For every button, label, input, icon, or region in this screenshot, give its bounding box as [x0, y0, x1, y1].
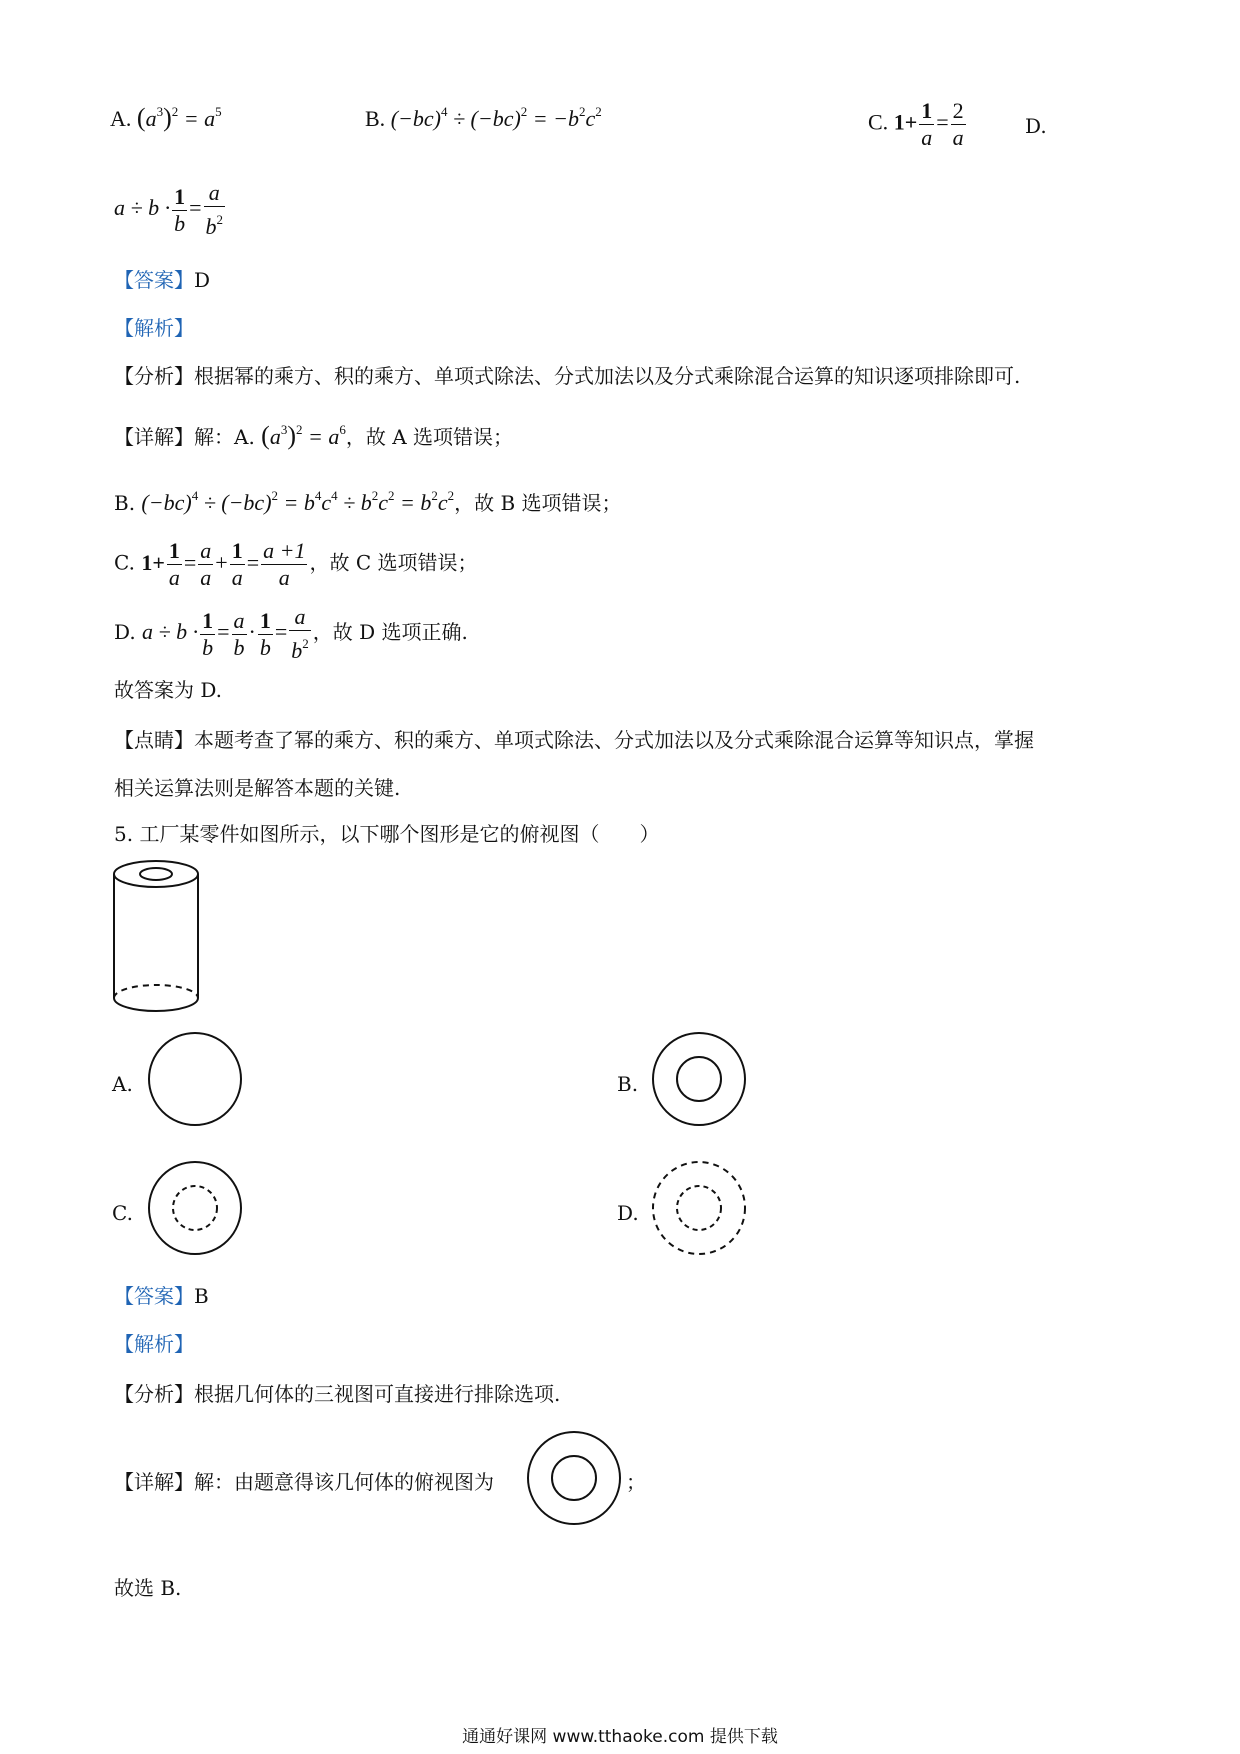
- q4-line-b-label: B.: [114, 491, 142, 515]
- option-b: [365, 100, 602, 131]
- q4-line-a-sup1: 3: [280, 422, 288, 437]
- q4-line-c-plus: +: [215, 549, 228, 575]
- option-b-sup4: 2: [595, 104, 602, 119]
- q4-answer-value: D: [194, 268, 211, 292]
- q4-line-b-s4: 4: [331, 488, 338, 503]
- option-d-frac2: [204, 180, 226, 240]
- option-a-exp1: 3: [156, 104, 164, 119]
- q4-line-c-f1d: a: [168, 565, 180, 590]
- option-d-dashed-rings-icon: [650, 1159, 748, 1257]
- option-c-frac1-num: 1: [921, 98, 933, 123]
- footer-text: 通通好课网 www.tthaoke.com 提供下载: [462, 1727, 778, 1747]
- option-b-ring-icon: [650, 1030, 748, 1128]
- q4-line-d-f4d: [289, 631, 311, 664]
- q4-line-b-s1: 4: [191, 488, 199, 503]
- q4-conclusion: 故答案为 D.: [114, 678, 223, 702]
- q4-line-d-f1: [200, 608, 215, 661]
- q4-line-c-f3n: 1: [231, 538, 243, 563]
- q4-answer-tag: 【答案】: [114, 268, 194, 292]
- q4-dianjing-line1: [114, 728, 1034, 752]
- q4-line-d-label: D.: [114, 620, 143, 645]
- q4-dianjing-line2: 相关运算法则是解答本题的关键.: [114, 776, 401, 800]
- q4-line-d-f1d: b: [202, 634, 214, 660]
- q4-line-d-eq1: =: [217, 619, 230, 645]
- q4-line-d-f4d-base: b: [291, 638, 303, 663]
- q4-xiangjie-line-c: [114, 538, 478, 591]
- q4-line-c-label: C.: [114, 550, 142, 575]
- q5-answer-line: [114, 1284, 209, 1308]
- q4-line-c-eq1: =: [183, 549, 197, 575]
- q4-line-c-f2: [198, 538, 213, 591]
- q4-fenxi-text: 根据幂的乘方、积的乘方、单项式除法、分式加法以及分式乘除混合运算的知识逐项排除即可.: [194, 364, 1021, 388]
- q4-xiangjie-line-a: 【详解】解：A. $(a^3)^2 = a^6$，故 A 选项错误；: [114, 421, 514, 450]
- option-b-label: B.: [365, 106, 386, 131]
- q4-line-c-eq2: =: [246, 549, 260, 575]
- q4-line-b-s7: 2: [431, 488, 438, 503]
- q4-line-a-rhs: = a: [308, 424, 340, 449]
- q4-line-b-s3: 4: [314, 488, 322, 503]
- q4-xiangjie-line-d: [114, 604, 468, 664]
- q4-line-d-dot: ·: [248, 619, 256, 645]
- q4-line-c-f2n: a: [200, 538, 212, 563]
- q5-option-b-label: B.: [617, 1072, 639, 1096]
- hollow-cylinder-figure: [108, 858, 204, 1018]
- q4-line-b-2: ÷ (−bc): [198, 490, 272, 515]
- q5-xiangjie-text: 解：由题意得该几何体的俯视图为: [194, 1470, 494, 1494]
- q5-xiangjie-line: [114, 1470, 494, 1494]
- option-a-rhs: = a: [183, 106, 216, 131]
- option-b-sup2: 2: [520, 104, 528, 119]
- q4-line-c-f2d: a: [200, 565, 212, 590]
- option-d-frac1-den: b: [174, 210, 186, 236]
- q4-line-d-f2d: b: [233, 634, 245, 660]
- q4-xiangjie-tag: 【详解】: [114, 425, 194, 449]
- q4-line-c-f4d: a: [278, 565, 290, 590]
- option-d-eq: =: [189, 195, 202, 221]
- q4-fenxi-tag: 【分析】: [114, 364, 194, 388]
- option-a-label: A.: [110, 106, 132, 131]
- option-b-part2: ÷ (−bc): [447, 106, 521, 131]
- option-d-frac2-den-sup: 2: [216, 212, 223, 227]
- q4-line-a-base: a: [269, 424, 281, 449]
- option-c-frac2-den: a: [952, 125, 964, 150]
- q4-line-d-f3n: 1: [259, 607, 271, 633]
- q4-line-b-8: c: [437, 490, 448, 515]
- q5-fenxi-text: 根据几何体的三视图可直接进行排除选项.: [194, 1382, 561, 1406]
- q4-xiangjie-intro: 解：A.: [194, 425, 262, 449]
- q4-line-c-f4n: a +1: [263, 538, 306, 563]
- option-a-exp2: 2: [171, 104, 179, 119]
- option-a-circle-icon: [146, 1030, 244, 1128]
- q5-question: 5. 工厂某零件如图所示，以下哪个图形是它的俯视图（ ）: [114, 822, 660, 846]
- q5-option-d-label: D.: [617, 1201, 639, 1225]
- q4-line-d-f2n: a: [233, 607, 245, 633]
- q4-line-d-tail: ，故 D 选项正确.: [312, 620, 468, 645]
- q4-line-b-1: (−bc): [141, 490, 192, 515]
- q4-line-d-f4n: a: [289, 604, 311, 631]
- option-c-frac2-num: 2: [952, 98, 964, 123]
- q5-fenxi-line: [114, 1382, 560, 1406]
- q5-conclusion: 故选 B.: [114, 1576, 182, 1600]
- q5-option-c-label: C.: [112, 1201, 133, 1225]
- q4-dianjing-text-1: 本题考查了幂的乘方、积的乘方、单项式除法、分式加法以及分式乘除混合运算等知识点，掌握: [194, 728, 1034, 752]
- q4-line-b-4: c: [321, 490, 332, 515]
- option-d-frac2-num: a: [204, 180, 226, 207]
- option-c-eq: =: [936, 109, 949, 135]
- option-a-base: a: [145, 106, 157, 131]
- q4-line-d-f3d: b: [259, 634, 271, 660]
- option-d-label: D.: [1025, 114, 1047, 138]
- option-d-frac2-den: [204, 207, 226, 240]
- q5-analysis-tag: 【解析】: [114, 1332, 194, 1356]
- option-b-part4: c: [585, 106, 596, 131]
- q5-xiangjie-tail: ；: [626, 1470, 646, 1494]
- q4-line-c-tail: ，故 C 选项错误；: [309, 550, 478, 575]
- q4-dianjing-tag: 【点睛】: [114, 728, 194, 752]
- option-d-pre: a ÷ b ·: [114, 195, 171, 221]
- q5-option-a-label: A.: [112, 1072, 133, 1096]
- option-b-part3: = −b: [527, 106, 579, 131]
- q4-line-a-sup3: 6: [339, 422, 346, 437]
- option-b-part1: (−bc): [390, 106, 441, 131]
- q4-line-b-s5: 2: [371, 488, 379, 503]
- q4-line-b-tail: ，故 B 选项错误；: [454, 491, 622, 515]
- q4-line-d-f1n: 1: [202, 607, 214, 633]
- q4-answer-line: [114, 268, 210, 292]
- q4-line-b-s8: 2: [447, 488, 455, 503]
- q4-line-a-tail: ，故 A 选项错误；: [345, 425, 514, 449]
- q5-xiangjie-tag: 【详解】: [114, 1470, 194, 1494]
- answer-ring-icon: [525, 1429, 623, 1527]
- q4-line-d-f2: [232, 608, 247, 661]
- q4-line-b-7: = b: [394, 490, 432, 515]
- q4-line-d-f4d-sup: 2: [302, 636, 309, 651]
- option-d-frac2-den-base: b: [205, 214, 217, 239]
- q4-line-a-sup2: 2: [296, 422, 303, 437]
- q4-line-b-3: = b: [278, 490, 315, 515]
- option-d: [114, 180, 227, 240]
- q4-line-c-f1: [167, 538, 182, 591]
- option-c-label: C.: [868, 109, 889, 135]
- q4-analysis-tag: 【解析】: [114, 316, 194, 340]
- option-c-ring-dashed-inner-icon: [146, 1159, 244, 1257]
- q4-line-c-f3: [230, 538, 245, 591]
- option-a-exp3: 5: [215, 104, 222, 119]
- q4-fenxi-line: [114, 364, 1020, 388]
- q5-answer-value: B: [194, 1284, 209, 1308]
- q4-xiangjie-line-b: [114, 484, 622, 515]
- option-d-frac1: [172, 184, 187, 237]
- option-b-sup1: 4: [440, 104, 448, 119]
- q4-line-c-f4: [261, 538, 307, 591]
- q4-line-d-f4: [289, 604, 311, 664]
- option-c-frac1: [919, 98, 934, 151]
- option-c: [868, 98, 968, 151]
- q4-line-d-eq2: =: [274, 619, 288, 645]
- q4-line-b-s2: 2: [271, 488, 279, 503]
- q5-fenxi-tag: 【分析】: [114, 1382, 194, 1406]
- option-a: A. $(a^3)^2 = a^5$: [110, 103, 222, 132]
- option-c-pre: 1+: [893, 109, 918, 135]
- q4-line-d-f3: [258, 608, 273, 661]
- q4-line-d-pre: a ÷ b ·: [142, 619, 199, 645]
- q4-line-b-5: ÷ b: [337, 490, 372, 515]
- option-c-frac1-den: a: [921, 125, 933, 150]
- q4-line-b-s6: 2: [388, 488, 395, 503]
- q4-line-c-pre: 1+: [141, 549, 165, 575]
- q4-line-c-f3d: a: [231, 565, 243, 590]
- option-b-sup3: 2: [579, 104, 586, 119]
- q4-line-b-6: c: [378, 490, 388, 515]
- q4-line-c-f1n: 1: [168, 538, 180, 563]
- option-d-frac1-num: 1: [174, 183, 186, 209]
- q5-answer-tag: 【答案】: [114, 1284, 194, 1308]
- option-c-frac2: [951, 98, 966, 151]
